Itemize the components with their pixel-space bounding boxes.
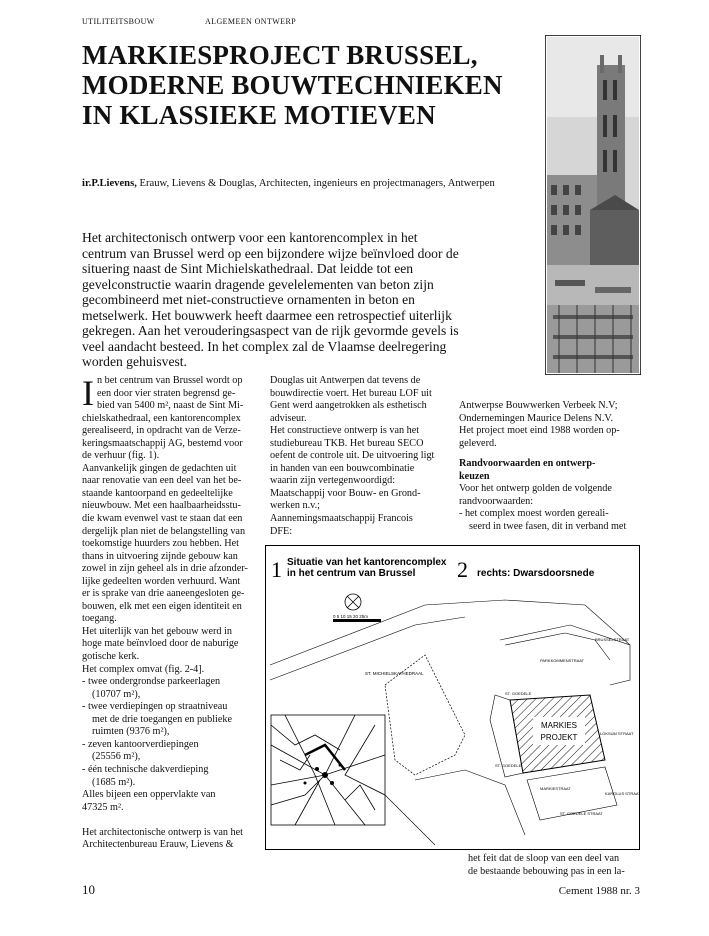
body-line: Architectenbureau Erauw, Lievens & — [82, 839, 234, 851]
intro-line: situering naast de Sint Michielskathedraal. Dat leidde tot een — [82, 261, 414, 276]
body-lines — [459, 400, 637, 450]
map-label-street: BRUSSELSTRAAT — [595, 637, 630, 642]
body-line: Antwerpse Bouwwerken Verbeek N.V; — [459, 400, 618, 411]
intro-line: gekregen. Aan het verouderingsaspect van de rijk gevormde gevels is — [82, 323, 459, 338]
body-line: thans in uitvoering zijnde gebouw kan — [82, 550, 238, 562]
body-line: staande kantoorpand en gedeeltelijke — [82, 487, 233, 499]
body-column-2 — [270, 375, 450, 538]
map-label-street: ST. GOEDELE — [495, 763, 522, 768]
body-line: studiebureau TKB. Het bureau SECO — [270, 437, 424, 449]
body-line: waarin zijn vertegenwoordigd: — [270, 475, 396, 487]
body-line: bied van 5400 m², naast de Sint Mi- — [97, 400, 244, 412]
intro-line: metselwerk. Het bouwwerk heeft daarmee een retrospectief uiterlijk — [82, 307, 452, 323]
body-line: - twee verdiepingen op straatniveau — [82, 701, 228, 713]
body-line: Alles bijeen een oppervlakte van — [82, 789, 216, 801]
intro-line: gecombineerd met niet-constructieve ornamenten in beton en — [82, 292, 415, 307]
body-line: naar renovatie van een deel van het be- — [82, 475, 242, 487]
subheading — [459, 458, 637, 483]
figure-number-2: 2 — [457, 557, 468, 582]
body-lines — [270, 375, 450, 538]
journal-issue: Cement 1988 nr. 3 — [558, 885, 640, 897]
map-label-street: KAROLUS STRAAT — [605, 791, 640, 796]
intro-paragraph — [82, 230, 494, 370]
author-name: ir.P.Lievens, — [82, 178, 137, 189]
map-label-street: MARKIESTRAAT — [540, 786, 571, 791]
body-line: Het complex omvat (fig. 2-4]. — [82, 663, 205, 675]
body-line: werken n.v.; — [270, 500, 320, 512]
intro-line: gevelconstructie waarin dragende gevelelementen van beton zijn — [82, 276, 434, 292]
body-line: Aanvankelijk gingen de gedachten uit — [82, 462, 237, 474]
body-line: geleverd. — [459, 437, 497, 449]
title-line: IN KLASSIEKE MOTIEVEN — [82, 100, 436, 130]
body-line: lijke gedeelten worden verhuurd. Want — [82, 575, 241, 587]
map-label-street: ST. GOEDELE — [505, 691, 532, 696]
title-line: MARKIESPROJECT BRUSSEL, — [82, 40, 478, 70]
project-label: MARKIES — [540, 721, 578, 730]
body-line: gotische kerk. — [82, 651, 140, 663]
figure-caption-2: rechts: Dwarsdoorsnede — [477, 568, 595, 579]
body-line: toegang. — [82, 613, 117, 625]
body-line: keringsmaatschappij AG, bestemd voor — [82, 437, 243, 449]
author-line — [82, 178, 552, 189]
body-line: dergelijk plan niet de belangstelling van — [82, 525, 246, 537]
subheading-line: keuzen — [459, 470, 490, 482]
body-line: nieuwbouw. Met een haalbaarheidsstu- — [82, 500, 241, 512]
body-line: - het complex moest worden gereali- — [459, 508, 609, 520]
map-label-cathedral: ST. MICHIELSKATHEDRAAL — [365, 671, 424, 676]
map-label-street: ST. GOEDELE STRAAT — [560, 811, 603, 816]
body-line: oefent de controle uit. De uitvoering ligt — [270, 450, 435, 462]
body-line: - zeven kantoorverdiepingen — [82, 738, 199, 750]
body-line: hoge mate beïnvloed door de naburige — [82, 638, 239, 650]
body-line: (25556 m²), — [92, 751, 141, 763]
body-line: gerealiseerd, in opdracht van de Verze- — [82, 425, 241, 437]
body-line: (1685 m²). — [92, 776, 136, 788]
article-title — [82, 40, 542, 130]
subheading-line: Randvoorwaarden en ontwerp- — [459, 458, 596, 470]
body-line: randvoorwaarden: — [459, 495, 534, 507]
section-label: UTILITEITSBOUW — [82, 17, 155, 26]
body-line: een door vier straten begrensd ge- — [97, 387, 236, 399]
intro-line: veel aandacht besteed. In het complex zal de Vlaamse deelregering — [82, 338, 447, 354]
scale-label: 0 5 10 15 20 25m — [333, 614, 369, 619]
cathedral-photo-graphic — [545, 35, 641, 375]
body-line: n bet centrum van Brussel wordt op — [97, 375, 243, 386]
body-line: de verhuur (fig. 1). — [82, 450, 160, 462]
situation-figure — [265, 545, 640, 850]
intro-line: Het architectonisch ontwerp voor een kantorencomplex in het — [82, 230, 418, 245]
body-line: die kwam evenwel vast te staan dat een — [82, 513, 243, 525]
author-affiliation: Erauw, Lievens & Douglas, Architecten, ingenieurs en projectmanagers, Antwerpen — [139, 178, 495, 189]
body-line: de bestaande bebouwing pas in een la- — [468, 865, 625, 877]
body-line: Douglas uit Antwerpen dat tevens de — [270, 375, 421, 386]
body-line: Het constructieve ontwerp is van het — [270, 425, 420, 437]
body-line: in handen van een bouwcombinatie — [270, 462, 415, 474]
cathedral-photo — [545, 35, 641, 375]
body-line: Voor het ontwerp golden de volgende — [459, 483, 612, 495]
body-line: Het uiterlijk van het gebouw werd in — [82, 625, 232, 637]
body-line: 47325 m². — [82, 801, 124, 813]
title-line: MODERNE BOUWTECHNIEKEN — [82, 70, 503, 100]
page-number: 10 — [82, 882, 95, 897]
body-line: ruimten (9376 m²), — [92, 726, 170, 738]
body-line: Ondernemingen Maurice Delens N.V. — [459, 412, 613, 424]
figure-caption-1: in het centrum van Brussel — [287, 568, 416, 579]
situation-map — [265, 545, 640, 850]
body-lines — [82, 413, 258, 852]
map-label-street: LOKSUM STRAAT — [600, 731, 634, 736]
body-line: bouwdirectie voert. Het bureau LOF uit — [270, 387, 432, 399]
intro-line: worden gehuisvest. — [82, 354, 187, 369]
body-line: chielskathedraal, een kantorencomplex — [82, 412, 241, 424]
body-column-3-continued — [468, 853, 638, 878]
body-line: Maatschappij voor Bouw- en Grond- — [270, 487, 421, 499]
body-line: bouwen, elk met een eigen identiteit en — [82, 600, 242, 612]
body-line: er is sprake van drie aaneengesloten ge- — [82, 588, 245, 600]
body-line: - twee ondergrondse parkeerlagen — [82, 676, 221, 688]
body-column-1 — [82, 375, 258, 852]
body-line: Aannemingsmaatschappij Francois — [270, 513, 413, 525]
body-line: (10707 m²), — [92, 688, 141, 700]
drop-cap: I — [82, 373, 94, 413]
figure-caption-1: Situatie van het kantorencomplex — [287, 557, 447, 568]
figure-number-1: 1 — [271, 557, 282, 582]
body-line: het feit dat de sloop van een deel van — [468, 853, 620, 864]
section-sublabel: ALGEMEEN ONTWERP — [205, 17, 297, 26]
body-line: zowel in zijn geheel als in drie afzonder- — [82, 563, 248, 575]
body-line: Gent werd aangetrokken als esthetisch — [270, 400, 427, 412]
project-label: PROJEKT — [540, 733, 578, 742]
body-line: Het project moet eind 1988 worden op- — [459, 425, 620, 437]
intro-line: centrum van Brussel werd op een bijzondere wijze beïnvloed door de — [82, 245, 459, 261]
body-line: - één technische dakverdieping — [82, 763, 209, 775]
body-column-3 — [459, 400, 637, 533]
body-line: DFE: — [270, 525, 293, 537]
body-line: toekomstige huurders zou hebben. Het — [82, 538, 240, 550]
body-line: adviseur. — [270, 412, 307, 424]
body-lines — [459, 483, 637, 533]
map-label-street: PARKKOMMENSTRAAT — [540, 658, 585, 663]
body-line — [82, 814, 258, 827]
body-line: Het architectonische ontwerp is van het — [82, 826, 243, 838]
body-line: met de drie toegangen en publieke — [92, 713, 233, 725]
body-line: seerd in twee fasen, dit in verband met — [469, 520, 627, 532]
